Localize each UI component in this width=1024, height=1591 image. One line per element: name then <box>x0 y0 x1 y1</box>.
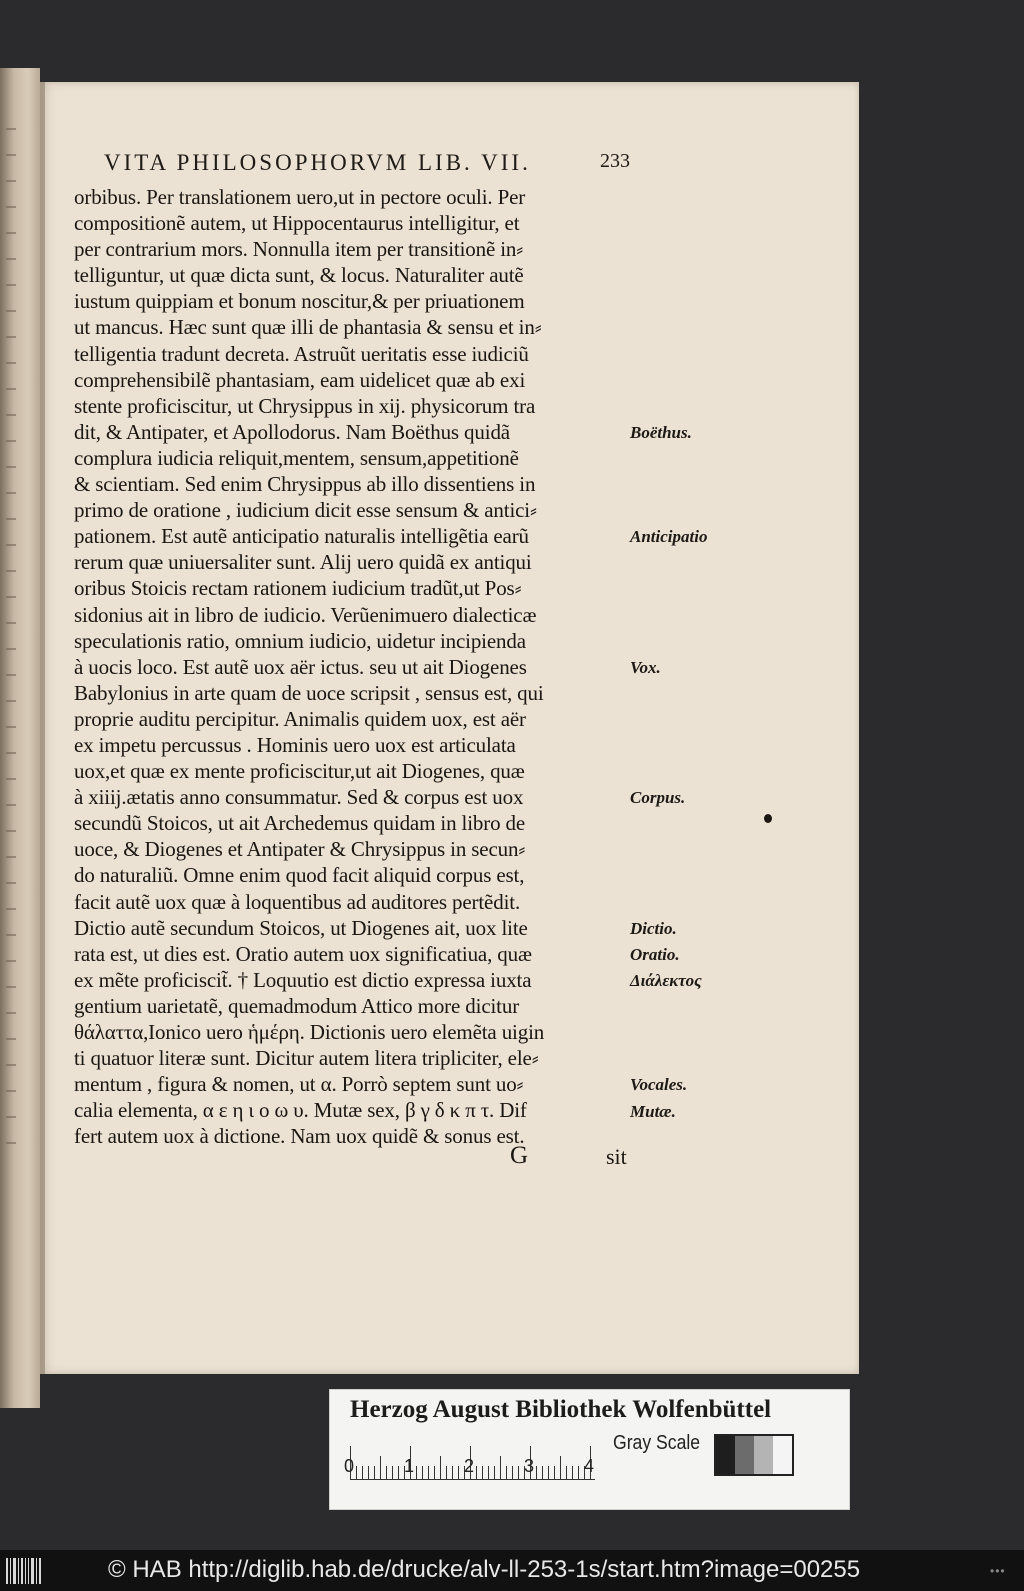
ruler-tick <box>542 1466 543 1480</box>
edge-line <box>6 284 16 286</box>
edge-line <box>6 388 16 390</box>
text-line: Dictio autẽ secundum Stoicos, ut Diogenes ait, uox lite <box>74 915 528 940</box>
ruler-tick <box>440 1456 441 1480</box>
marginal-note: Διάλεκτος <box>630 971 702 990</box>
barcode-bar <box>28 1558 29 1584</box>
text-line: gentium uarietatẽ, quemadmodum Attico more dicitur <box>74 993 520 1018</box>
gray-swatch <box>735 1436 754 1474</box>
edge-line <box>6 908 16 910</box>
gray-scale-label: Gray Scale <box>613 1432 701 1454</box>
facing-page-edge <box>0 68 40 1408</box>
ruler-tick <box>536 1466 537 1480</box>
signature-mark: G <box>510 1142 529 1169</box>
text-line: orbibus. Per translationem uero,ut in pectore oculi. Per <box>74 185 526 209</box>
gray-swatch <box>754 1436 773 1474</box>
edge-line <box>6 180 16 182</box>
edge-line <box>6 232 16 234</box>
body-text <box>74 184 634 1149</box>
edge-line <box>6 882 16 884</box>
edge-line <box>6 622 16 624</box>
barcode-bar <box>18 1558 19 1584</box>
edge-line <box>6 804 16 806</box>
footer-bar <box>0 1550 1024 1591</box>
ruler-tick <box>494 1466 495 1480</box>
ruler-tick <box>458 1466 459 1480</box>
ruler-tick <box>434 1466 435 1480</box>
edge-line <box>6 726 16 728</box>
ruler-number: 3 <box>524 1456 535 1476</box>
text-line: à xiiij.ætatis anno consummatur. Sed & corpus est uox <box>74 785 524 810</box>
text-line: telligentia tradunt decreta. Astruũt ueritatis esse iudiciũ <box>74 341 529 366</box>
barcode-bar <box>36 1558 37 1584</box>
marginal-note: Vocales. <box>630 1075 688 1095</box>
ruler-tick <box>428 1466 429 1480</box>
edge-line <box>6 492 16 494</box>
edge-line <box>6 1116 16 1118</box>
text-line: iustum quippiam et bonum noscitur,& per priuationem <box>74 289 525 314</box>
text-line: mentum , figura & nomen, ut α. Porrò septem sunt uo⸗ <box>74 1072 524 1097</box>
edge-line <box>6 1090 16 1092</box>
edge-line <box>6 544 16 546</box>
ruler-tick <box>356 1466 357 1480</box>
text-line: primo de oratione , iudicium dicit esse sensum & antici⸗ <box>74 498 537 523</box>
text-line: uoce, & Diogenes et Antipater & Chrysippus in secun⸗ <box>74 837 526 862</box>
gray-scale-swatches <box>714 1434 794 1476</box>
edge-line <box>6 778 16 780</box>
marginal-note: Corpus. <box>630 788 686 808</box>
text-line: complura iudicia reliquit,mentem, sensum,appetitionẽ <box>74 445 519 470</box>
ruler-number: 4 <box>584 1456 595 1476</box>
edge-line <box>6 934 16 936</box>
edge-line <box>6 1012 16 1014</box>
edge-line <box>6 752 16 754</box>
ruler-tick <box>482 1466 483 1480</box>
edge-line <box>6 466 16 468</box>
edge-line <box>6 986 16 988</box>
ruler-tick <box>398 1466 399 1480</box>
text-line: oribus Stoicis rectam rationem iudicium tradũt,ut Pos⸗ <box>74 576 522 601</box>
ruler-tick <box>476 1466 477 1480</box>
ruler-tick <box>488 1466 489 1480</box>
ruler-tick <box>380 1456 381 1480</box>
ruler-number: 0 <box>344 1456 355 1476</box>
text-line: ti quatuor literæ sunt. Dicitur autem litera tripliciter, ele⸗ <box>74 1046 539 1071</box>
ruler-tick <box>554 1466 555 1480</box>
marginal-note: Mutæ. <box>630 1101 676 1121</box>
edge-line <box>6 518 16 520</box>
text-line: stente proficiscitur, ut Chrysippus in xij. physicorum tra <box>74 393 536 418</box>
marginal-note: Dictio. <box>630 918 677 938</box>
ruler-tick <box>500 1456 501 1480</box>
edge-line <box>6 336 16 338</box>
page-gutter-shadow <box>40 82 45 1374</box>
catchword: sit <box>606 1144 627 1169</box>
barcode-bar <box>21 1558 23 1584</box>
edge-line <box>6 674 16 676</box>
barcode-bar <box>39 1558 41 1584</box>
text-line: rata est, ut dies est. Oratio autem uox significatiua, quæ <box>74 941 532 966</box>
text-line: fert autem uox à dictione. Nam uox quidẽ & sonus est. <box>74 1124 525 1149</box>
marginal-note: Boëthus. <box>630 422 692 442</box>
edge-line <box>6 206 16 208</box>
ink-spot <box>764 814 772 823</box>
ruler-tick <box>392 1466 393 1480</box>
text-line: Babylonius in arte quam de uoce scripsit , sensus est, qui <box>74 680 544 705</box>
edge-line <box>6 1064 16 1066</box>
edge-line <box>6 830 16 832</box>
ruler-tick <box>560 1456 561 1480</box>
marginal-note: Vox. <box>630 657 661 677</box>
text-line: speculationis ratio, omnium iudicio, uidetur incipienda <box>74 628 526 653</box>
text-line: comprehensibilẽ phantasiam, eam uidelicet quæ ab exi <box>74 367 526 392</box>
color-scale-card <box>329 1389 850 1510</box>
ruler-tick <box>452 1466 453 1480</box>
ruler-tick <box>446 1466 447 1480</box>
edge-line <box>6 128 16 130</box>
barcode-bar <box>10 1558 11 1584</box>
edge-line <box>6 570 16 572</box>
running-head-title: VITA PHILOSOPHORVM LIB. VII. <box>104 150 531 175</box>
ruler-number: 1 <box>404 1456 415 1476</box>
edge-line <box>6 414 16 416</box>
text-line: & scientiam. Sed enim Chrysippus ab illo dissentiens in <box>74 472 536 497</box>
ruler-tick <box>368 1466 369 1480</box>
edge-line <box>6 154 16 156</box>
text-line: telliguntur, ut quæ dicta sunt, & locus. Naturaliter autẽ <box>74 263 524 288</box>
gray-swatch <box>773 1436 792 1474</box>
barcode-bar <box>25 1558 26 1584</box>
folio-number: 233 <box>600 150 630 172</box>
ruler-tick <box>518 1466 519 1480</box>
ruler-tick <box>386 1466 387 1480</box>
edge-line <box>6 440 16 442</box>
running-head <box>104 150 644 180</box>
ruler-tick <box>374 1466 375 1480</box>
gray-swatch <box>716 1436 735 1474</box>
edge-line <box>6 596 16 598</box>
footer-url-text[interactable]: © HAB http://diglib.hab.de/drucke/alv-ll-253-1s/start.htm?image=00255 <box>108 1556 861 1583</box>
barcode-bar <box>13 1558 16 1584</box>
ruler-tick <box>416 1466 417 1480</box>
ruler-tick <box>566 1466 567 1480</box>
ruler-tick <box>578 1466 579 1480</box>
text-line: ut mancus. Hæc sunt quæ illi de phantasia & sensu et in⸗ <box>74 315 542 340</box>
text-line: per contrarium mors. Nonnulla item per transitionẽ in⸗ <box>74 237 524 262</box>
ruler-tick <box>512 1466 513 1480</box>
text-line: ex mẽte proficiscit̃. † Loquutio est dictio expressa iuxta <box>74 967 532 992</box>
text-line: pationem. Est autẽ anticipatio naturalis intelligẽtia earũ <box>74 524 529 549</box>
edge-line <box>6 310 16 312</box>
text-line: compositionẽ autem, ut Hippocentaurus intelligitur, et <box>74 211 520 236</box>
ruler-tick <box>362 1466 363 1480</box>
ruler-tick <box>422 1466 423 1480</box>
text-line: uox,et quæ ex mente proficiscitur,ut ait Diogenes, quæ <box>74 759 525 784</box>
edge-line <box>6 960 16 962</box>
marginal-note: Oratio. <box>630 944 680 964</box>
edge-line <box>6 1142 16 1144</box>
edge-line <box>6 258 16 260</box>
library-name: Herzog August Bibliothek Wolfenbüttel <box>350 1396 772 1423</box>
text-line: θάλαττα,Ionico uero ἡμέρη. Dictionis uero elemẽta uigin <box>74 1020 545 1044</box>
text-line: sidonius ait in libro de iudicio. Verũenimuero dialecticæ <box>74 602 537 627</box>
text-line: do naturaliũ. Omne enim quod facit aliquid corpus est, <box>74 863 525 888</box>
edge-line <box>6 648 16 650</box>
edge-line <box>6 856 16 858</box>
marginal-note: Anticipatio <box>630 527 708 547</box>
text-line: calia elementa, α ε η ι ο ω υ. Mutæ sex, β γ δ κ π τ. Dif <box>74 1098 527 1123</box>
text-line: dit, & Antipater, et Apollodorus. Nam Boëthus quidã <box>74 419 510 444</box>
text-line: facit autẽ uox quæ à loquentibus ad auditores pertẽdit. <box>74 889 521 914</box>
ruler-number: 2 <box>464 1456 475 1476</box>
barcode-bar <box>6 1558 8 1584</box>
edge-line <box>6 362 16 364</box>
edge-line <box>6 700 16 702</box>
ruler-tick <box>572 1466 573 1480</box>
barcode-icon <box>6 1558 46 1584</box>
text-line: secundũ Stoicos, ut ait Archedemus quidam in libro de <box>74 811 526 836</box>
edge-line <box>6 1038 16 1040</box>
text-line: rerum quæ uniuersaliter sunt. Alij uero quidã ex antiqui <box>74 550 532 575</box>
text-line: ex impetu percussus . Hominis uero uox est articulata <box>74 732 516 757</box>
barcode-bar <box>31 1558 34 1584</box>
text-line: à uocis loco. Est autẽ uox aër ictus. seu ut ait Diogenes <box>74 654 527 679</box>
ruler-tick <box>506 1466 507 1480</box>
text-line: proprie auditu percipitur. Animalis quidem uox, est aër <box>74 706 526 731</box>
menu-dots-icon[interactable]: ••• <box>990 1564 1006 1578</box>
ruler-tick <box>548 1466 549 1480</box>
